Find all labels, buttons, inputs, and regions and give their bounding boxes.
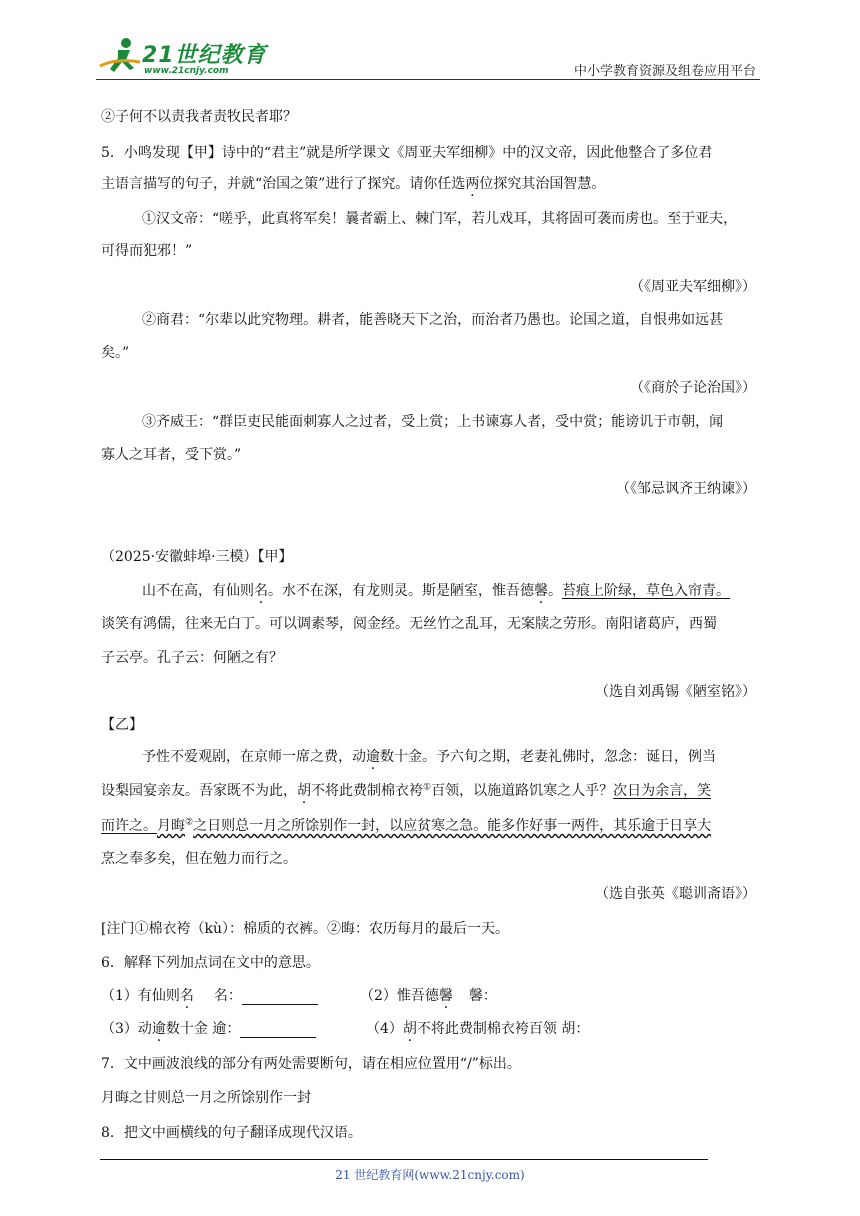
- wavy-underlined-text: 月晦: [157, 818, 185, 834]
- q8-title: 8．把文中画横线的句子翻译成现代汉语。: [101, 1125, 362, 1141]
- q5-quote-3-line-2: 寡人之耳者，受下赏。”: [101, 447, 242, 463]
- q5-quote-1-source: （《周亚夫军细柳》）: [630, 279, 756, 295]
- q5-quote-2-source: （《商於子论治国》）: [630, 380, 756, 396]
- passage-jia-heading: （2025·安徽蚌埠·三模）【甲】: [101, 549, 293, 565]
- passage-yi-source: （选自张英《聪训斋语》）: [595, 886, 756, 902]
- passage-jia-line-3: 子云亭。孔子云：何陋之有？: [101, 650, 283, 666]
- footer-text: 21 世纪教育网(www.21cnjy.com): [335, 1168, 525, 1182]
- passage-jia-line-1: 山不在高，有仙则名。水不在深，有龙则灵。斯是陋室，惟吾德馨。苔痕上阶绿，草色入帘青。: [142, 583, 730, 599]
- passage-jia-line-2: 谈笑有鸿儒，往来无白丁。可以调素琴，阅金经。无丝竹之乱耳，无案牍之劳形。南阳诸葛庐，西蜀: [101, 616, 717, 632]
- footer-divider: [100, 1159, 708, 1160]
- q5-line-1: 5．小鸣发现【甲】诗中的“君主”就是所学课文《周亚夫军细柳》中的汉文帝，因此他整合了多位君: [101, 145, 713, 161]
- runner-logo-icon: [96, 36, 146, 78]
- notes: [注门①棉衣袴（kù）：棉质的衣裤。②晦：农历每月的最后一天。: [101, 921, 509, 937]
- answer-blank[interactable]: [242, 990, 318, 1005]
- passage-yi-line-2: 设梨园宴亲友。吾家既不为此，胡不将此费制棉衣袴①百领，以施道路饥寒之人乎？次日为余言，笑: [101, 782, 712, 799]
- q5-quote-2-line-2: 矣。”: [101, 345, 130, 361]
- underlined-sentence: 次日为余言，笑: [613, 783, 712, 799]
- q5-quote-3-source: （《邹忌讽齐王纳谏》）: [616, 481, 756, 497]
- platform-title: 中小学教育资源及组卷应用平台: [573, 64, 756, 79]
- passage-yi-line-3: 而许之。月晦②之日则总一月之所馀别作一封，以应贫寒之急。能多作好事一两件，其乐逾于日享大: [101, 817, 712, 834]
- underlined-sentence: 苔痕上阶绿，草色入帘青。: [562, 583, 730, 599]
- q5-quote-1-line-2: 可得而犯邪！”: [101, 243, 193, 259]
- passage-jia-source: （选自刘禹锡《陋室铭》）: [595, 684, 756, 700]
- header-divider: [96, 79, 760, 80]
- q5-line-2: 主语言描写的句子，并就“治国之策”进行了探究。请你任选两位探究其治国智慧。: [101, 176, 606, 192]
- passage-yi-line-4: 烹之奉多矣，但在勉力而行之。: [101, 851, 297, 867]
- passage-yi-line-1: 予性不爱观剧，在京师一席之费，动逾数十金。予六旬之期，老妻礼佛时，忽念：诞日，例当: [142, 749, 716, 765]
- q5-quote-3-line-1: ③齐威王：“群臣吏民能面刺寡人之过者，受上赏；上书谏寡人者，受中赏；能谤讥于市朝，闻: [142, 414, 724, 430]
- answer-blank[interactable]: [240, 1023, 316, 1038]
- q6-item-1: （1）有仙则名 名：: [101, 985, 318, 1005]
- logo-url: www.21cnjy.com: [144, 66, 229, 76]
- q6-title: 6．解释下列加点词在文中的意思。: [101, 955, 320, 971]
- underlined-sentence: 而许之。: [101, 818, 157, 834]
- q6-item-3: （3）动逾数十金 逾：: [101, 1018, 316, 1038]
- q7-title: 7．文中画波浪线的部分有两处需要断句，请在相应位置用“/”标出。: [101, 1056, 521, 1072]
- q5-quote-2-line-1: ②商君：“尔辈以此究物理。耕者，能善晓天下之治，而治者乃愚也。论国之道，自恨弗如远甚: [142, 312, 724, 328]
- logo-text: 21世纪教育: [142, 43, 267, 68]
- q6-item-2: （2）惟吾德馨 馨：: [360, 988, 497, 1004]
- passage-yi-heading: 【乙】: [101, 717, 143, 733]
- emphasis-dot-char: 两: [465, 176, 480, 192]
- q5-quote-1-line-1: ①汉文帝：“嗟乎，此真将军矣！曩者霸上、棘门军，若儿戏耳，其将固可袭而虏也。至于亚夫，: [142, 211, 738, 227]
- q4-item-2: ②子何不以责我者责牧民者耶？: [101, 109, 297, 125]
- q6-item-4: （4）胡不将此费制棉衣袴百领 胡：: [366, 1021, 590, 1037]
- q7-sentence: 月晦之甘则总一月之所馀别作一封: [101, 1090, 311, 1106]
